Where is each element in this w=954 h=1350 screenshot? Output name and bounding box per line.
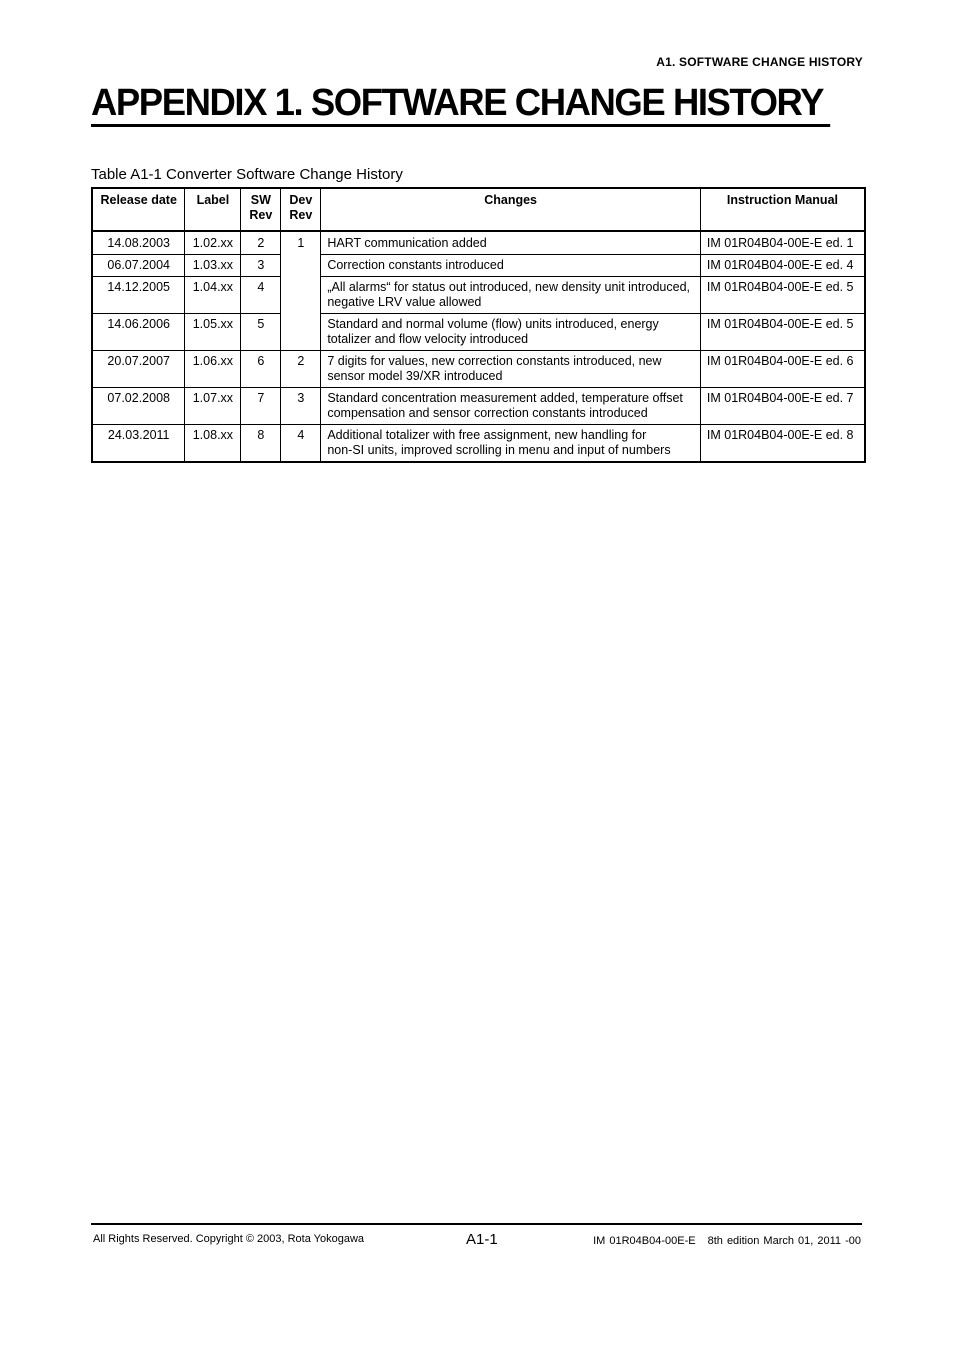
cell-changes: 7 digits for values, new correction constants introduced, new sensor model 39/XR introduced (321, 351, 701, 388)
table-row (92, 351, 865, 388)
cell-dev-rev: 3 (281, 388, 321, 425)
cell-instruction-manual: IM 01R04B04-00E-E ed. 5 (700, 277, 865, 314)
page-title: APPENDIX 1. SOFTWARE CHANGE HISTORY (91, 82, 830, 127)
cell-instruction-manual: IM 01R04B04-00E-E ed. 1 (700, 231, 865, 255)
cell-sw-rev: 8 (241, 425, 281, 463)
cell-label: 1.07.xx (185, 388, 241, 425)
cell-label: 1.04.xx (185, 277, 241, 314)
table-row (92, 388, 865, 425)
cell-sw-rev: 6 (241, 351, 281, 388)
cell-label: 1.03.xx (185, 255, 241, 277)
cell-label: 1.06.xx (185, 351, 241, 388)
cell-changes: Standard and normal volume (flow) units introduced, energy totalizer and flow velocity introduced (321, 314, 701, 351)
cell-dev-rev: 2 (281, 351, 321, 388)
table-row (92, 425, 865, 463)
header-release-date: Release date (92, 188, 185, 231)
cell-label: 1.02.xx (185, 231, 241, 255)
header-dev-rev: Dev Rev (281, 188, 321, 231)
table-row (92, 231, 865, 255)
cell-sw-rev: 2 (241, 231, 281, 255)
cell-instruction-manual: IM 01R04B04-00E-E ed. 8 (700, 425, 865, 463)
header-changes: Changes (321, 188, 701, 231)
cell-changes: „All alarms“ for status out introduced, new density unit introduced, negative LRV value allowed (321, 277, 701, 314)
cell-release-date: 20.07.2007 (92, 351, 185, 388)
cell-instruction-manual: IM 01R04B04-00E-E ed. 6 (700, 351, 865, 388)
cell-label: 1.05.xx (185, 314, 241, 351)
table-caption: Table A1-1 Converter Software Change History (91, 166, 403, 183)
cell-changes: Additional totalizer with free assignment, new handling for non-SI units, improved scrolling in menu and input of numbers (321, 425, 701, 463)
running-header: A1. SOFTWARE CHANGE HISTORY (656, 55, 863, 69)
cell-release-date: 14.08.2003 (92, 231, 185, 255)
table-row (92, 314, 865, 351)
table-row (92, 277, 865, 314)
footer-edition: 8th edition March 01, 2011 -00 (707, 1235, 861, 1247)
cell-release-date: 14.12.2005 (92, 277, 185, 314)
cell-release-date: 24.03.2011 (92, 425, 185, 463)
cell-release-date: 06.07.2004 (92, 255, 185, 277)
cell-instruction-manual: IM 01R04B04-00E-E ed. 7 (700, 388, 865, 425)
cell-changes: Standard concentration measurement added, temperature offset compensation and sensor correction constants introduced (321, 388, 701, 425)
footer-copyright: All Rights Reserved. Copyright © 2003, Rota Yokogawa (93, 1233, 365, 1245)
cell-sw-rev: 7 (241, 388, 281, 425)
cell-instruction-manual: IM 01R04B04-00E-E ed. 4 (700, 255, 865, 277)
header-label: Label (185, 188, 241, 231)
footer-document-info (593, 1235, 861, 1247)
cell-label: 1.08.xx (185, 425, 241, 463)
footer-divider (91, 1223, 862, 1225)
table-header-row (92, 188, 865, 231)
header-instruction-manual: Instruction Manual (700, 188, 865, 231)
footer-page-number: A1-1 (466, 1231, 498, 1248)
cell-instruction-manual: IM 01R04B04-00E-E ed. 5 (700, 314, 865, 351)
cell-dev-rev: 1 (281, 231, 321, 351)
cell-dev-rev: 4 (281, 425, 321, 463)
software-change-history-table (91, 187, 866, 463)
table-row (92, 255, 865, 277)
cell-sw-rev: 4 (241, 277, 281, 314)
cell-changes: HART communication added (321, 231, 701, 255)
cell-sw-rev: 3 (241, 255, 281, 277)
cell-release-date: 14.06.2006 (92, 314, 185, 351)
footer-doc-id: IM 01R04B04-00E-E (593, 1235, 696, 1247)
header-sw-rev: SW Rev (241, 188, 281, 231)
cell-changes: Correction constants introduced (321, 255, 701, 277)
cell-sw-rev: 5 (241, 314, 281, 351)
cell-release-date: 07.02.2008 (92, 388, 185, 425)
